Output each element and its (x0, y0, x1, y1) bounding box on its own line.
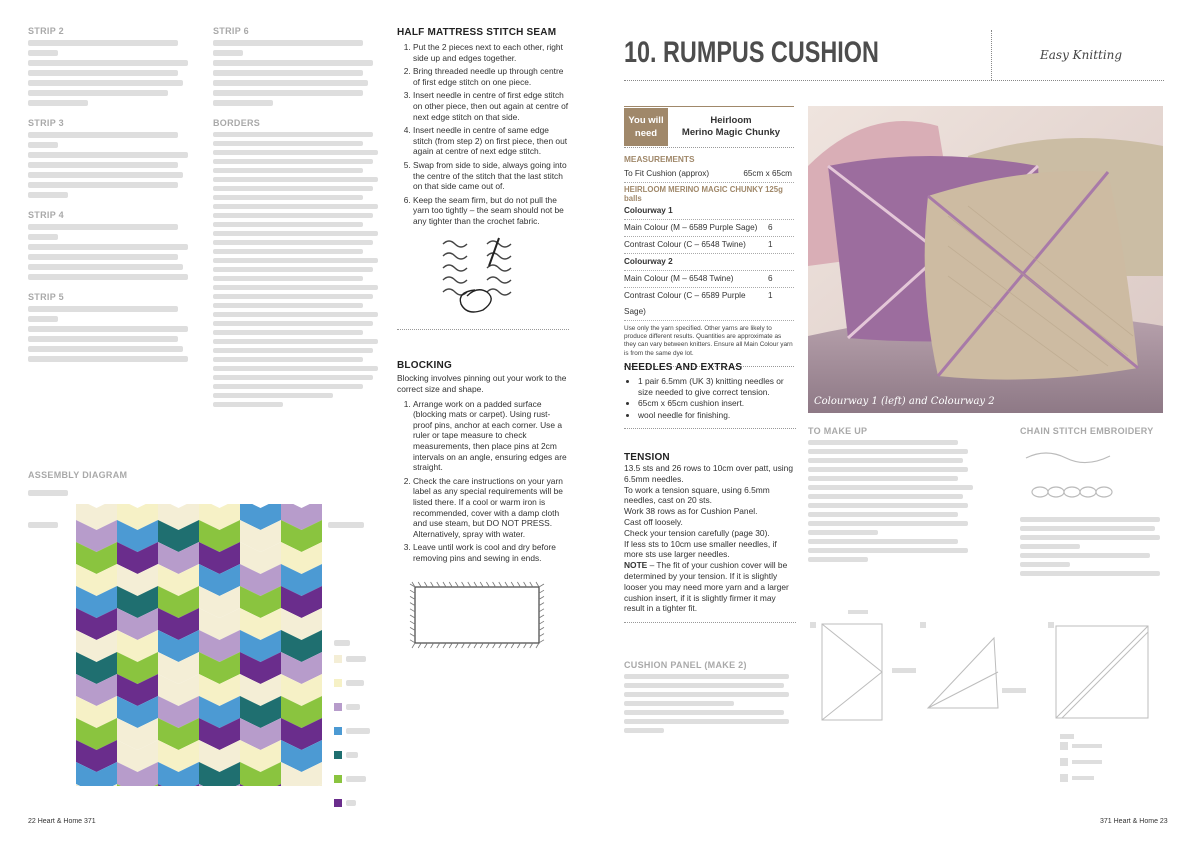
pin (530, 643, 533, 648)
needles-list (624, 376, 796, 420)
step: 1. Put the 2 pieces next to each other, right side up and edges together. (413, 42, 569, 63)
pin (410, 590, 415, 593)
pin (505, 582, 508, 587)
pin (486, 643, 489, 648)
pin (530, 582, 533, 587)
tension-line: If less sts to 10cm use smaller needles, if more sts use larger needles. (624, 538, 777, 560)
step: 4. Insert needle in centre of same edge stitch (from step 2) on first piece, then out again at centre of next edge stitch. (413, 125, 569, 157)
row-value: 1 (768, 291, 773, 300)
chain-stitch-blurred: CHAIN STITCH EMBROIDERY (1020, 426, 1165, 580)
colourway-1-label: Colourway 1 (624, 206, 673, 215)
pin (462, 582, 465, 587)
pin (455, 643, 458, 648)
fold-diagrams (808, 608, 1168, 798)
tension-section (624, 452, 796, 623)
chain-stitch-illustration (1020, 444, 1130, 504)
pin (539, 615, 544, 618)
pin (505, 643, 508, 648)
cushion-photo (808, 106, 1163, 413)
needles-title: NEEDLES AND EXTRAS (624, 362, 743, 373)
half-mattress-title: HALF MATTRESS STITCH SEAM (397, 27, 557, 38)
tension-title: TENSION (624, 452, 670, 463)
pin (536, 643, 539, 648)
pin (418, 643, 421, 648)
step: 6. Keep the seam firm, but do not pull the yarn too tightly – the seam should not be any tighter than the crochet fabric. (413, 195, 569, 227)
table-row (624, 220, 794, 237)
left-page-column-2: STRIP 6 BORDERS (213, 26, 383, 411)
pin (539, 584, 544, 587)
pin (493, 582, 496, 587)
tension-line: Work 38 rows as for Cushion Panel. (624, 506, 758, 517)
pin (499, 582, 502, 587)
pin (539, 627, 544, 630)
blocking-section (397, 360, 569, 658)
colourway-1-label-row (624, 203, 794, 220)
pin (431, 582, 434, 587)
pin (443, 643, 446, 648)
pin (517, 643, 520, 648)
pin (410, 627, 415, 630)
page-title: 10. RUMPUS CUSHION (624, 36, 879, 69)
pin (524, 643, 527, 648)
you-will-need-badge (624, 108, 668, 146)
key-lilac-swatch (334, 703, 342, 711)
step: 2. Bring threaded needle up through centre of first edge stitch on one piece. (413, 66, 569, 87)
assembly-diagram: ASSEMBLY DIAGRAM (28, 470, 378, 800)
pin (455, 582, 458, 587)
blocking-title: BLOCKING (397, 360, 452, 371)
pin (539, 590, 544, 593)
pin (424, 643, 427, 648)
pin (474, 582, 477, 587)
key-iris-swatch (334, 799, 342, 807)
yarn-note: Use only the yarn specified. Other yarns are likely to produce different results. Quantities are approximate as they can vary between knitters. Ensure all Main Colour yarn is from the same dye lot. (624, 325, 793, 357)
pin (424, 582, 427, 587)
fit-label: To Fit Cushion (approx) (624, 169, 710, 178)
tension-line: 13.5 sts and 26 rows to 10cm over patt, using 6.5mm needles. (624, 463, 793, 484)
pin (449, 643, 452, 648)
make-up-diagrams (808, 608, 1168, 798)
row-value: 6 (768, 223, 773, 232)
header-rule (624, 80, 1164, 81)
badge-line2: need (634, 128, 658, 139)
folio-right: 371 Heart & Home 23 (1100, 818, 1168, 825)
pin (511, 643, 514, 648)
pin (539, 621, 544, 624)
pin (539, 602, 544, 605)
pin (431, 643, 434, 648)
step: 1. Arrange work on a padded surface (blocking mats or carpet). Using rust-proof pins, anchor at each corner. Use a ruler or tape measure to check measurements, then place pins at 2cm intervals on an angle, ensuring edges are straight. (413, 399, 569, 473)
pin (524, 582, 527, 587)
measurements-section (624, 154, 794, 367)
header-divider (991, 30, 992, 80)
row-value: 6 (768, 274, 773, 283)
pin (437, 643, 440, 648)
pin (410, 608, 415, 611)
you-will-need-box (624, 106, 794, 148)
yarn-name: Merino Magic Chunky (681, 127, 781, 138)
category-label: Easy Knitting (1040, 48, 1123, 62)
note-label: NOTE (624, 560, 648, 571)
row-label: Main Colour (M – 6589 Purple Sage) (624, 223, 758, 232)
pin (418, 582, 421, 587)
pin (468, 582, 471, 587)
tension-line: Cast off loosely. (624, 516, 683, 527)
pin (449, 582, 452, 587)
pin (536, 582, 539, 587)
photo-caption: Colourway 1 (left) and Colourway 2 (814, 396, 995, 407)
yarn-brand: Heirloom (710, 115, 752, 126)
pin (499, 643, 502, 648)
pin (474, 643, 477, 648)
pin (539, 633, 544, 636)
list-item: • wool needle for finishing. (638, 410, 796, 421)
pin (410, 639, 415, 642)
row-label: Main Colour (M – 6548 Twine) (624, 274, 734, 283)
table-row (624, 288, 794, 321)
pin (462, 643, 465, 648)
list-item: • 1 pair 6.5mm (UK 3) knitting needles or size needed to give correct tension. (638, 376, 796, 397)
fit-row (624, 166, 794, 183)
half-mattress-steps (397, 42, 569, 227)
yarn-heading: HEIRLOOM MERINO MAGIC CHUNKY 125g balls (624, 185, 783, 203)
cushion-panel-blurred: CUSHION PANEL (MAKE 2) (624, 660, 796, 737)
key-teal-swatch (334, 751, 342, 759)
blocking-intro: Blocking involves pinning out your work to the correct size and shape. (397, 373, 567, 394)
half-mattress-section (397, 27, 569, 330)
pin (493, 643, 496, 648)
pin (480, 643, 483, 648)
folio-left: 22 Heart & Home 371 (28, 818, 96, 825)
pin (480, 582, 483, 587)
pin (511, 582, 514, 587)
pin (443, 582, 446, 587)
step: 3. Insert needle in centre of first edge stitch on other piece, then out again at centre of next edge stitch on that side. (413, 90, 569, 122)
pin (486, 582, 489, 587)
pin (410, 602, 415, 605)
colourway-2-label: Colourway 2 (624, 257, 673, 266)
row-label: Contrast Colour (C – 6548 Twine) (624, 240, 746, 249)
row-label: Contrast Colour (C – 6589 Purple Sage) (624, 291, 746, 316)
row-value: 1 (768, 240, 773, 249)
tension-line: Check your tension carefully (page 30). (624, 527, 770, 538)
pin (539, 608, 544, 611)
key-treefrog-swatch (334, 775, 342, 783)
pin (412, 643, 415, 648)
measurements-title: MEASUREMENTS (624, 154, 695, 164)
pin (410, 621, 415, 624)
to-make-up-blurred: TO MAKE UP (808, 426, 978, 566)
pin (410, 615, 415, 618)
key-mystic-swatch (334, 727, 342, 735)
needles-section (624, 362, 796, 429)
pin (539, 639, 544, 642)
cushion-photo-illustration (808, 106, 1163, 413)
step: 3. Leave until work is cool and dry before removing pins and sewing in ends. (413, 542, 569, 563)
fit-value: 65cm x 65cm (743, 169, 792, 178)
pin (539, 596, 544, 599)
seam-illustration (437, 236, 527, 318)
tension-note (624, 560, 796, 614)
pin (517, 582, 520, 587)
colourway-2-label-row (624, 254, 794, 271)
pin (437, 582, 440, 587)
tension-line: To work a tension square, using 6.5mm needles, cast on 20 sts. (624, 484, 770, 506)
blocking-illustration (409, 581, 549, 653)
table-row (624, 237, 794, 254)
step: 5. Swap from side to side, always going into the centre of the stitch that the last stitch on that side came out of. (413, 160, 569, 192)
pin (468, 643, 471, 648)
key-natural-swatch (334, 655, 342, 663)
pin (410, 596, 415, 599)
chevron-strips (76, 504, 322, 794)
key-cedar-swatch (334, 679, 342, 687)
blocking-steps (397, 399, 569, 564)
note-text: – The fit of your cushion cover will be determined by your tension. If it is slightly looser you may need more yarn and a larger cushion insert, if it is slightly firmer it may result in a tighter fit. (624, 560, 789, 614)
pin (410, 633, 415, 636)
badge-line1: You will (628, 115, 664, 126)
left-page-column-1: STRIP 2 STRIP 3 STRIP 4 STRIP 5 (28, 26, 198, 366)
colour-key (334, 640, 378, 812)
step: 2. Check the care instructions on your yarn label as any special requirements will be listed there. If a cool or warm iron is recommended, cover with a damp cloth and use steam, but DO NOT PRESS. Alternatively, spray with water. (413, 476, 569, 540)
list-item: • 65cm x 65cm cushion insert. (638, 398, 796, 409)
table-row (624, 271, 794, 288)
